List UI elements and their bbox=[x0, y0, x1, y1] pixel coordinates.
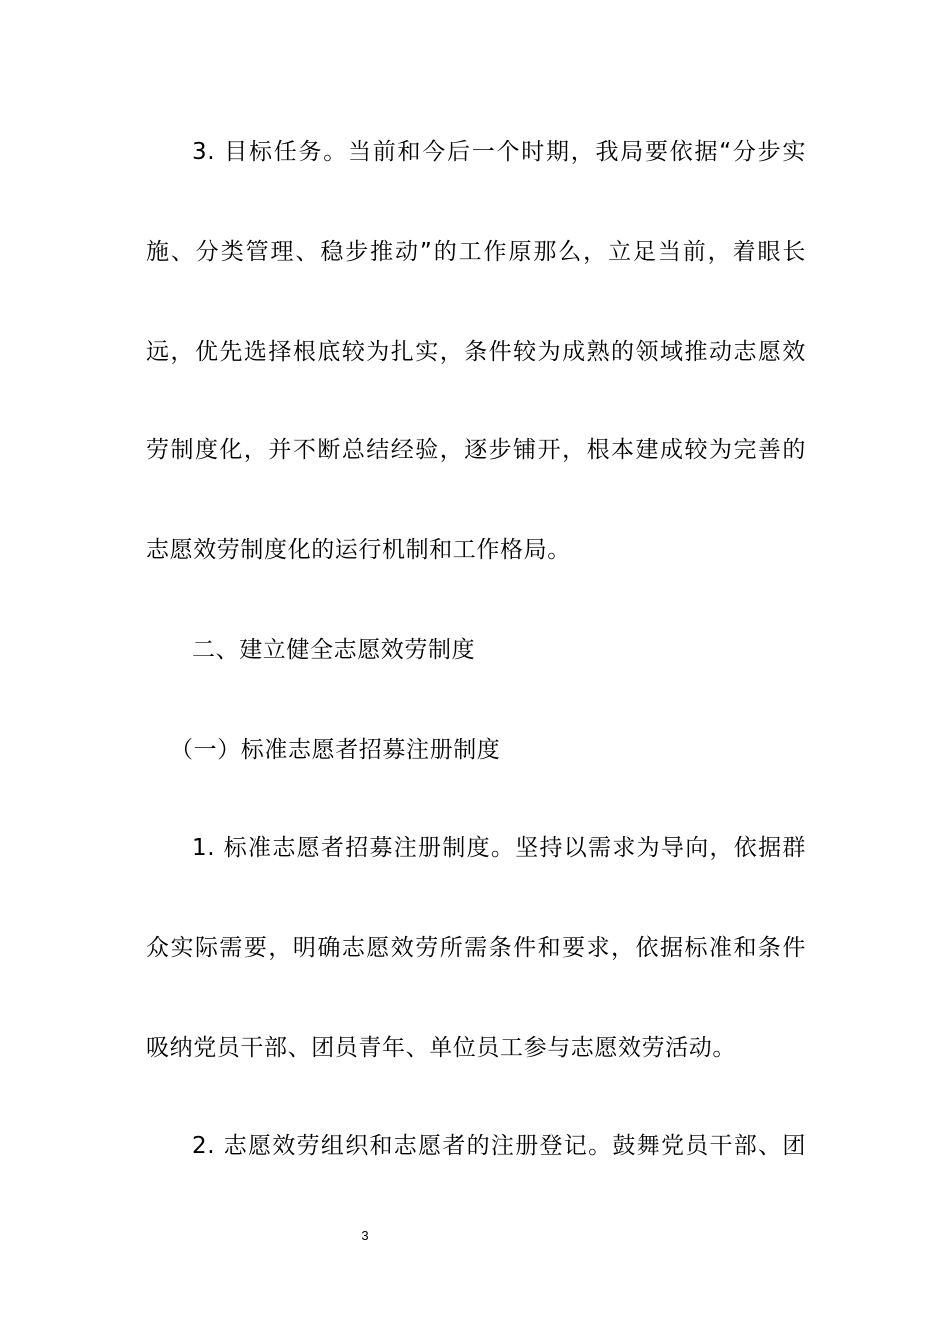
paragraph-line: 劳制度化，并不断总结经验，逐步铺开，根本建成较为完善的 bbox=[146, 437, 806, 463]
paragraph-line: 3. 目标任务。当前和今后一个时期，我局要依据“分步实 bbox=[192, 139, 806, 165]
page-number: 3 bbox=[361, 1228, 369, 1243]
paragraph-line: 远，优先选择根底较为扎实，条件较为成熟的领域推动志愿效 bbox=[146, 339, 806, 365]
paragraph-line: 志愿效劳制度化的运行机制和工作格局。 bbox=[146, 537, 571, 563]
section-heading: 二、建立健全志愿效劳制度 bbox=[192, 637, 476, 663]
subsection-heading: （一）标准志愿者招募注册制度 bbox=[170, 737, 501, 763]
paragraph-line: 众实际需要，明确志愿效劳所需条件和要求，依据标准和条件 bbox=[146, 935, 806, 961]
paragraph-line: 施、分类管理、稳步推动”的工作原那么，立足当前，着眼长 bbox=[146, 239, 806, 265]
paragraph-line: 1. 标准志愿者招募注册制度。坚持以需求为导向，依据群 bbox=[192, 835, 806, 861]
paragraph-line: 吸纳党员干部、团员青年、单位员工参与志愿效劳活动。 bbox=[146, 1035, 736, 1061]
paragraph-line: 2. 志愿效劳组织和志愿者的注册登记。鼓舞党员干部、团 bbox=[192, 1133, 806, 1159]
